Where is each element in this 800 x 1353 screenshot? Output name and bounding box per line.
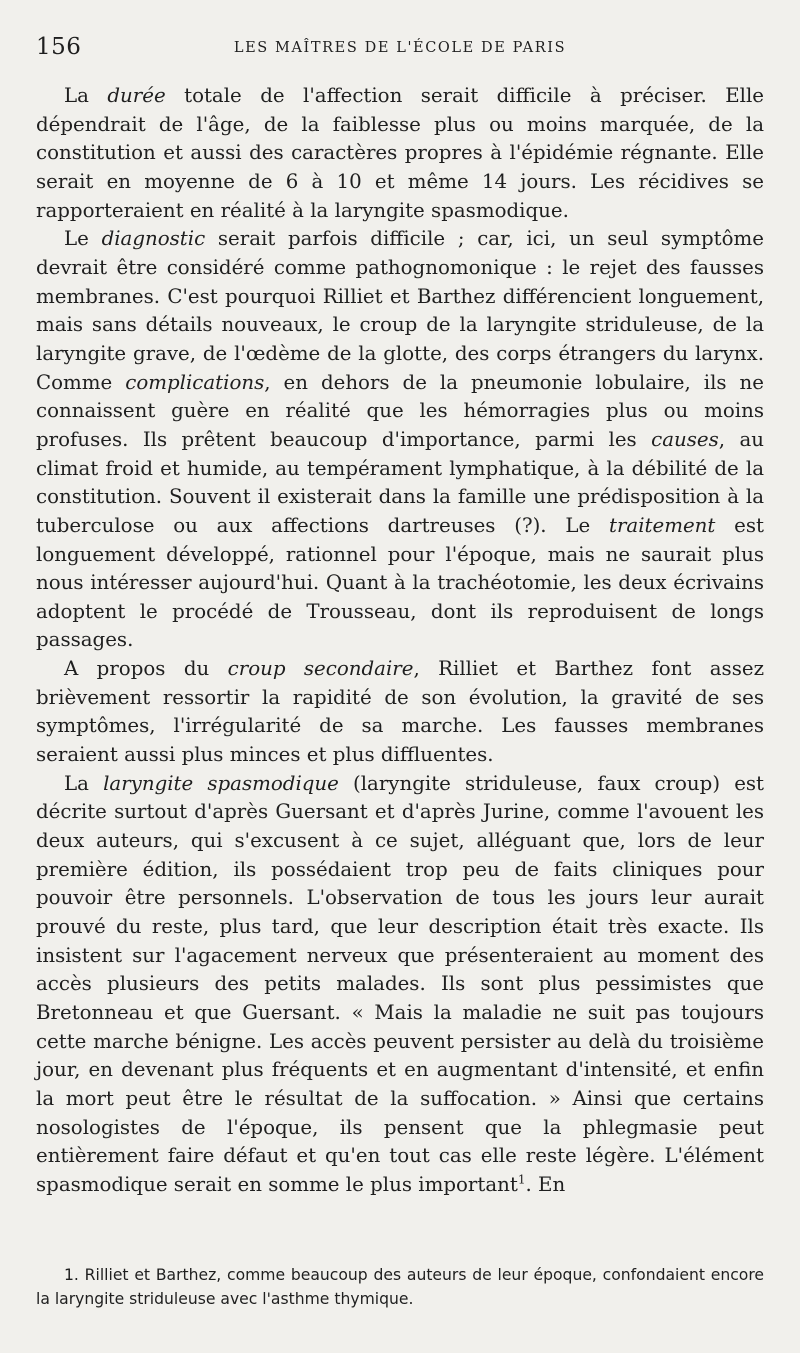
text-run: . En bbox=[525, 1172, 566, 1196]
text-run: (laryngite striduleuse, faux croup) est décrite surtout d'après Guersant et d'après Jurine, comme l'avouent les deux auteurs, qui s'excusent à ce sujet, alléguant que, lors de leur première édition, ils possédaient trop peu de faits cliniques pour pouvoir être personnels. L'observation de tous les jours leur aurait prouvé du reste, plus tard, que leur description était très exacte. Ils insistent sur l'agacement nerveux que présenteraient au moment des accès plusieurs des petits malades. Ils sont plus pessimistes que Bretonneau et que Guersant. « Mais la maladie ne suit pas toujours cette marche bénigne. Les accès peuvent persister au delà du troisième jour, en devenant plus fréquents et en augmentant d'intensité, et enfin la mort peut être le résultat de la suffocation. » Ainsi que certains nosologistes de l'époque, ils pensent que la phlegmasie peut entièrement faire défaut et qu'en tout cas elle reste légère. L'élément spasmodique serait en somme le plus important bbox=[36, 771, 764, 1196]
italic-term: traitement bbox=[609, 513, 716, 537]
text-run: , au climat froid et humide, au tempérament lymphatique, à la débilité de la constitution. Souvent il existerait dans la famille une prédisposition à la tuberculose ou aux affections dartreuses (?). Le bbox=[36, 427, 765, 537]
italic-term: complications bbox=[125, 370, 265, 394]
italic-term: croup secondaire bbox=[227, 657, 414, 681]
text-run: totale de l'affection serait difficile à préciser. Elle dépendrait de l'âge, de la faiblesse plus ou moins marquée, de la constitution et aussi des caractères propres à l'épidémie régnante. Elle serait en moyenne de 6 à 10 et même 14 jours. Les récidives se rapporteraient en réalité à la laryngite spasmodique. bbox=[36, 84, 765, 222]
paragraph bbox=[36, 225, 764, 655]
text-run: , Rilliet et Barthez font assez brièvement ressortir la rapidité de son évolution, la gravité de ses symptômes, l'irrégularité de sa marche. Les fausses membranes seraient aussi plus minces et plus diffluentes. bbox=[36, 657, 764, 767]
running-head bbox=[36, 34, 764, 64]
text-run: serait parfois difficile ; car, ici, un seul symptôme devrait être considéré comme pathognomonique : le rejet des fausses membranes. C'est pourquoi Rilliet et Barthez différencient longuement, mais sans détails nouveaux, le croup de la laryngite striduleuse, de la laryngite grave, de l'œdème de la glotte, des corps étrangers du larynx. Comme bbox=[36, 227, 764, 394]
running-title: LES MAÎTRES DE L'ÉCOLE DE PARIS bbox=[233, 40, 567, 56]
page-number: 156 bbox=[36, 34, 82, 60]
footnote-ref: 1 bbox=[517, 1172, 526, 1187]
italic-term: causes bbox=[651, 427, 719, 451]
text-run: A propos du bbox=[64, 657, 228, 681]
paragraph bbox=[36, 770, 764, 1200]
text-run: , en dehors de la pneumonie lobulaire, ils ne connaissent guère en réalité que les hémorragies plus ou moins profuses. Ils prêtent beaucoup d'importance, parmi les bbox=[36, 370, 764, 451]
text-run: est longuement développé, rationnel pour l'époque, mais ne saurait plus nous intéresser aujourd'hui. Quant à la trachéotomie, les deux écrivains adoptent le procédé de Trousseau, dont ils reproduisent de longs passages. bbox=[36, 513, 764, 652]
italic-term: diagnostic bbox=[101, 227, 206, 251]
text-run: La bbox=[64, 84, 108, 107]
paragraph bbox=[36, 82, 764, 225]
body-text bbox=[36, 82, 764, 1200]
text-run: Le bbox=[64, 227, 102, 251]
paragraph bbox=[36, 655, 764, 770]
footnote: 1. Rilliet et Barthez, comme beaucoup des auteurs de leur époque, confondaient encore la laryngite striduleuse avec l'asthme thymique. bbox=[36, 1266, 764, 1308]
italic-term: laryngite spasmodique bbox=[103, 771, 339, 795]
text-run: La bbox=[64, 771, 104, 795]
italic-term: durée bbox=[107, 84, 166, 107]
